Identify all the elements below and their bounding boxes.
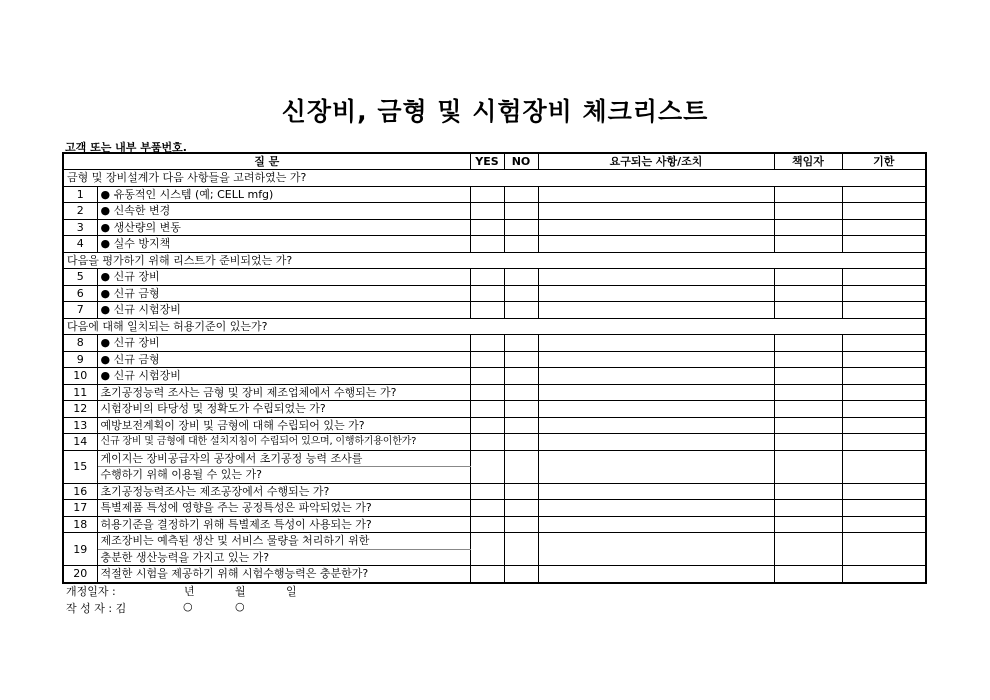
table-row [63,434,926,451]
owner-cell[interactable] [774,450,842,483]
table-row [63,483,926,500]
header-row [63,153,926,170]
header-due: 기한 [842,153,926,170]
item-question: 제조장비는 예측된 생산 및 서비스 물량을 처리하기 위한 [97,533,470,550]
action-cell[interactable] [538,219,774,236]
action-cell[interactable] [538,516,774,533]
section-row [63,318,926,335]
owner-cell[interactable] [774,384,842,401]
item-number: 16 [63,483,97,500]
no-cell[interactable] [504,236,538,253]
author-label: 작 성 자 : 김 [66,602,127,615]
owner-cell[interactable] [774,401,842,418]
item-question: ● 신규 장비 [97,335,470,352]
year-label: 년 [184,585,195,598]
no-cell[interactable] [504,285,538,302]
section-heading: 금형 및 장비설계가 다음 사항들을 고려하였는 가? [63,170,926,187]
item-question: ● 신규 장비 [97,269,470,286]
due-cell[interactable] [842,236,926,253]
action-cell[interactable] [538,483,774,500]
yes-cell[interactable] [470,285,504,302]
table-row [63,500,926,517]
item-question: 초기공정능력 조사는 금형 및 장비 제조업체에서 수행되는 가? [97,384,470,401]
table-row [63,302,926,319]
table-row [63,384,926,401]
due-cell[interactable] [842,566,926,583]
no-cell[interactable] [504,533,538,566]
action-cell[interactable] [538,302,774,319]
action-cell[interactable] [538,335,774,352]
section-heading: 다음에 대해 일치되는 허용기준이 있는가? [63,318,926,335]
yes-cell[interactable] [470,533,504,566]
no-cell[interactable] [504,516,538,533]
due-cell[interactable] [842,203,926,220]
item-question: 초기공정능력조사는 제조공장에서 수행되는 가? [97,483,470,500]
yes-cell[interactable] [470,566,504,583]
due-cell[interactable] [842,351,926,368]
table-row [63,566,926,583]
item-question: 예방보전계획이 장비 및 금형에 대해 수립되어 있는 가? [97,417,470,434]
item-number: 7 [63,302,97,319]
no-cell[interactable] [504,302,538,319]
yes-cell[interactable] [470,417,504,434]
owner-cell[interactable] [774,417,842,434]
table-row [63,533,926,550]
due-cell[interactable] [842,401,926,418]
item-number: 10 [63,368,97,385]
action-cell[interactable] [538,401,774,418]
table-row [63,203,926,220]
item-question: ● 신규 금형 [97,285,470,302]
item-question: 적절한 시험을 제공하기 위해 시험수행능력은 충분한가? [97,566,470,583]
item-number: 15 [63,450,97,483]
month-label: 월 [235,585,246,598]
owner-cell[interactable] [774,203,842,220]
no-cell[interactable] [504,203,538,220]
owner-cell[interactable] [774,219,842,236]
due-cell[interactable] [842,417,926,434]
item-question: ● 실수 방지책 [97,236,470,253]
yes-cell[interactable] [470,516,504,533]
yes-cell[interactable] [470,401,504,418]
item-number: 17 [63,500,97,517]
no-cell[interactable] [504,219,538,236]
item-question: ● 생산량의 변동 [97,219,470,236]
owner-cell[interactable] [774,434,842,451]
owner-cell[interactable] [774,236,842,253]
due-cell[interactable] [842,368,926,385]
table-row [63,269,926,286]
yes-cell[interactable] [470,219,504,236]
owner-cell[interactable] [774,186,842,203]
action-cell[interactable] [538,269,774,286]
table-row [63,219,926,236]
checklist-table [62,152,927,584]
due-cell[interactable] [842,500,926,517]
header-yes: YES [470,153,504,170]
action-cell[interactable] [538,203,774,220]
item-question: 시험장비의 타당성 및 정확도가 수립되었는 가? [97,401,470,418]
action-cell[interactable] [538,417,774,434]
item-number: 4 [63,236,97,253]
owner-cell[interactable] [774,516,842,533]
yes-cell[interactable] [470,368,504,385]
item-question-continued: 수행하기 위해 이용될 수 있는 가? [97,467,470,484]
item-question-continued: 충분한 생산능력을 가지고 있는 가? [97,549,470,566]
no-cell[interactable] [504,401,538,418]
yes-cell[interactable] [470,269,504,286]
section-row [63,252,926,269]
owner-cell[interactable] [774,368,842,385]
owner-cell[interactable] [774,302,842,319]
owner-cell[interactable] [774,335,842,352]
action-cell[interactable] [538,566,774,583]
item-question: ● 신규 금형 [97,351,470,368]
item-number: 18 [63,516,97,533]
owner-cell[interactable] [774,483,842,500]
item-question: ● 신속한 변경 [97,203,470,220]
item-question: ● 신규 시험장비 [97,302,470,319]
no-cell[interactable] [504,450,538,483]
due-cell[interactable] [842,384,926,401]
due-cell[interactable] [842,450,926,483]
item-number: 11 [63,384,97,401]
due-cell[interactable] [842,516,926,533]
item-number: 12 [63,401,97,418]
action-cell[interactable] [538,533,774,566]
due-cell[interactable] [842,302,926,319]
no-cell[interactable] [504,384,538,401]
no-cell[interactable] [504,434,538,451]
item-number: 20 [63,566,97,583]
owner-cell[interactable] [774,285,842,302]
header-owner: 책임자 [774,153,842,170]
no-cell[interactable] [504,186,538,203]
header-no: NO [504,153,538,170]
due-cell[interactable] [842,269,926,286]
item-number: 14 [63,434,97,451]
no-cell[interactable] [504,500,538,517]
action-cell[interactable] [538,368,774,385]
item-number: 9 [63,351,97,368]
section-row [63,170,926,187]
yes-cell[interactable] [470,186,504,203]
item-question: ● 유동적인 시스템 (예; CELL mfg) [97,186,470,203]
table-row [63,186,926,203]
no-cell[interactable] [504,351,538,368]
section-heading: 다음을 평가하기 위해 리스트가 준비되었는 가? [63,252,926,269]
table-row [63,351,926,368]
owner-cell[interactable] [774,351,842,368]
item-question: ● 신규 시험장비 [97,368,470,385]
action-cell[interactable] [538,434,774,451]
due-cell[interactable] [842,533,926,566]
item-question: 허용기준을 결정하기 위해 특별제조 특성이 사용되는 가? [97,516,470,533]
item-number: 3 [63,219,97,236]
yes-cell[interactable] [470,203,504,220]
action-cell[interactable] [538,236,774,253]
action-cell[interactable] [538,384,774,401]
no-cell[interactable] [504,417,538,434]
yes-cell[interactable] [470,500,504,517]
no-cell[interactable] [504,566,538,583]
item-number: 6 [63,285,97,302]
day-label: 일 [286,585,297,598]
item-number: 2 [63,203,97,220]
header-question: 질 문 [63,153,470,170]
revision-date-label: 개정일자 : [66,585,116,598]
table-row [63,285,926,302]
yes-cell[interactable] [470,450,504,483]
no-cell[interactable] [504,335,538,352]
yes-cell[interactable] [470,351,504,368]
due-cell[interactable] [842,186,926,203]
yes-cell[interactable] [470,236,504,253]
item-question: 게이지는 장비공급자의 공장에서 초기공정 능력 조사를 [97,450,470,467]
customer-part-number-label: 고객 또는 내부 부품번호. [65,141,187,154]
header-action: 요구되는 사항/조치 [538,153,774,170]
owner-cell[interactable] [774,533,842,566]
table-row [63,401,926,418]
table-row [63,335,926,352]
table-row [63,236,926,253]
owner-cell[interactable] [774,566,842,583]
due-cell[interactable] [842,335,926,352]
action-cell[interactable] [538,500,774,517]
circle-mark-2: ○ [235,600,245,613]
item-question: 특별제품 특성에 영향을 주는 공정특성은 파악되었는 가? [97,500,470,517]
circle-mark-1: ○ [183,600,193,613]
action-cell[interactable] [538,450,774,483]
due-cell[interactable] [842,434,926,451]
page-title: 신장비, 금형 및 시험장비 체크리스트 [281,97,709,126]
table-row [63,417,926,434]
yes-cell[interactable] [470,302,504,319]
table-row [63,516,926,533]
no-cell[interactable] [504,483,538,500]
item-number: 5 [63,269,97,286]
item-number: 19 [63,533,97,566]
item-question: 신규 장비 및 금형에 대한 설치지침이 수립되어 있으며, 이행하기용이한가? [97,434,470,451]
yes-cell[interactable] [470,434,504,451]
yes-cell[interactable] [470,335,504,352]
due-cell[interactable] [842,285,926,302]
yes-cell[interactable] [470,483,504,500]
yes-cell[interactable] [470,384,504,401]
item-number: 13 [63,417,97,434]
due-cell[interactable] [842,219,926,236]
no-cell[interactable] [504,269,538,286]
table-row [63,450,926,467]
owner-cell[interactable] [774,500,842,517]
action-cell[interactable] [538,351,774,368]
owner-cell[interactable] [774,269,842,286]
no-cell[interactable] [504,368,538,385]
due-cell[interactable] [842,483,926,500]
action-cell[interactable] [538,285,774,302]
item-number: 8 [63,335,97,352]
item-number: 1 [63,186,97,203]
action-cell[interactable] [538,186,774,203]
table-row [63,368,926,385]
